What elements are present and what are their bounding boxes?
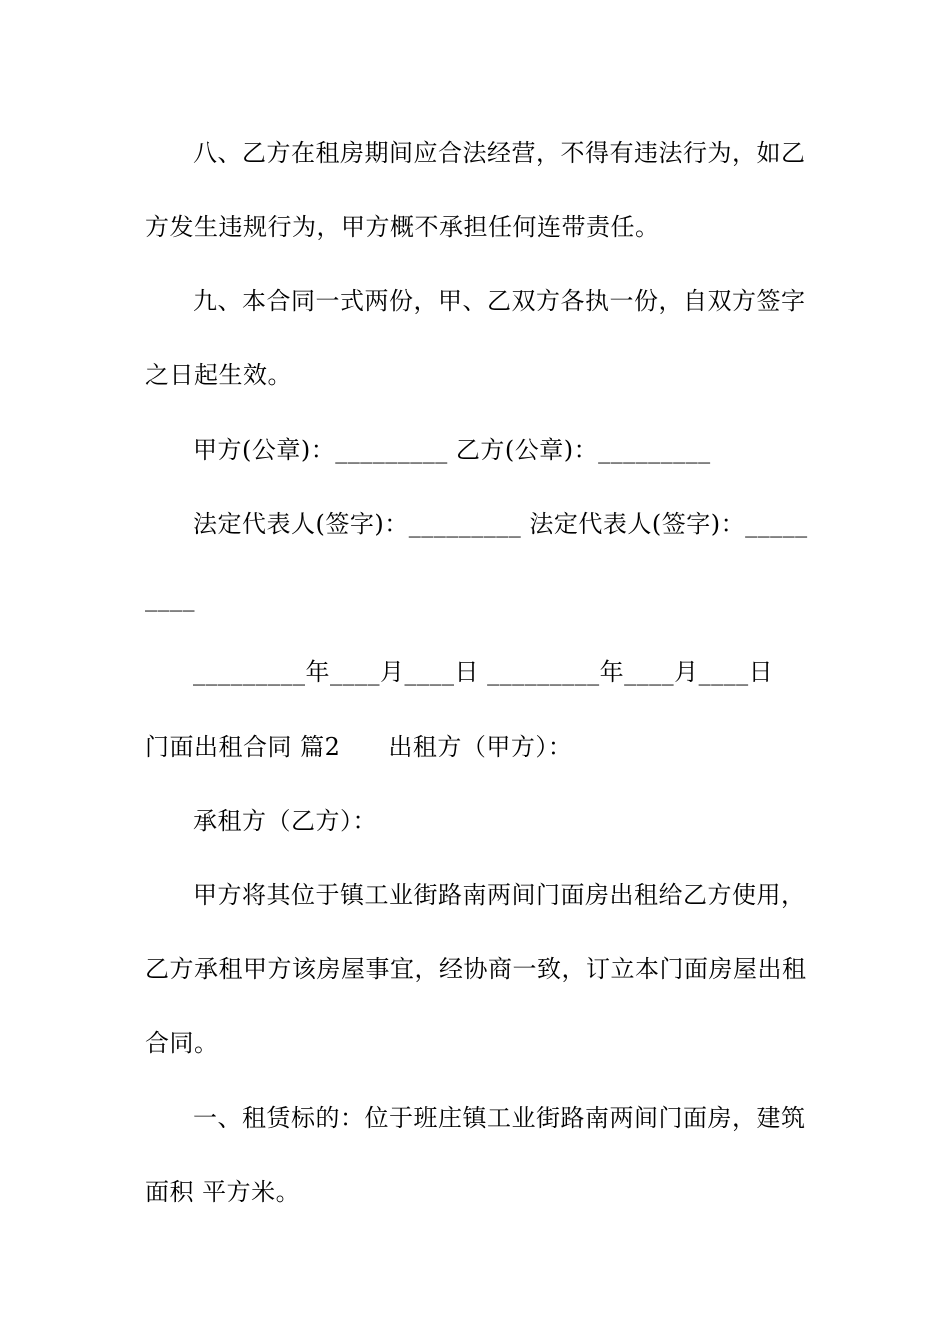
clause-8-line-1: 八、乙方在租房期间应合法经营，不得有违法行为，如乙: [193, 139, 806, 167]
clause-1-line-1: 一、租赁标的：位于班庄镇工业街路南两间门面房，建筑: [193, 1104, 806, 1132]
clause-1-line-2: 面积 平方米。: [145, 1178, 301, 1206]
clause-8-line-2: 方发生违规行为，甲方概不承担任何连带责任。: [145, 213, 660, 241]
contract-2-title: 门面出租合同 篇2: [145, 733, 341, 761]
intro-line-2: 乙方承租甲方该房屋事宜，经协商一致，订立本门面房屋出租: [145, 955, 807, 983]
clause-9-line-1: 九、本合同一式两份，甲、乙双方各执一份，自双方签字: [193, 287, 806, 315]
lessee-label: 承租方（乙方）：: [193, 807, 377, 835]
date-line: _________年____月____日 _________年____月____日: [193, 658, 774, 686]
seal-line: 甲方(公章)：_________ 乙方(公章)：_________: [193, 436, 711, 464]
contract-2-heading-row: [145, 731, 815, 763]
clause-9-line-2: 之日起生效。: [145, 361, 292, 389]
representative-signature-continuation: ____: [145, 584, 195, 612]
intro-line-1: 甲方将其位于镇工业街路南两间门面房出租给乙方使用，: [193, 881, 806, 909]
representative-signature-line: 法定代表人(签字)：_________ 法定代表人(签字)：_____: [193, 510, 808, 538]
lessor-label: 出租方（甲方）：: [388, 733, 573, 761]
intro-line-3: 合同。: [145, 1029, 219, 1057]
